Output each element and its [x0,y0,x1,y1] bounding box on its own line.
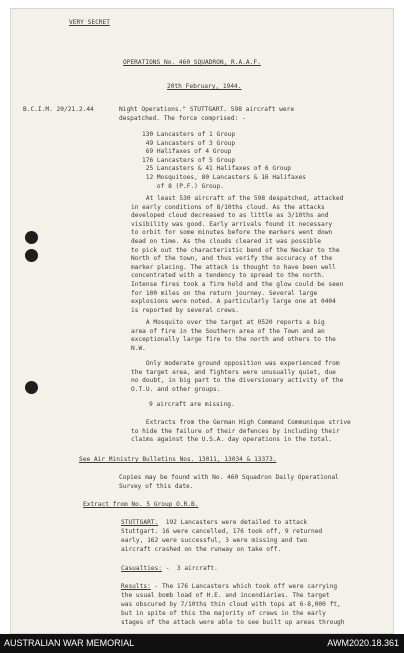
force-item: of 8 (P.F.) Group. [142,182,224,190]
footer-organisation: AUSTRALIAN WAR MEMORIAL [4,638,135,648]
extract-stuttgart: STUTTGART. 192 Lancasters were detailed to attack [121,519,308,526]
intro-line: despatched. The force comprised: - [119,115,246,122]
stuttgart-label: STUTTGART. [121,519,159,526]
force-item: 69 Halifaxes of 4 Group [142,148,232,156]
reference-code: B.C.I.M. 20/21.2.44 [23,106,94,113]
extract-heading: Extract from No. 5 Group O.R.B. [83,501,199,508]
results-line: stages of the attack were able to see built up areas through [121,619,345,626]
punch-hole [25,231,38,244]
bulletins-text: Copies may be found with No. 460 Squadron Daily Operational [119,474,339,481]
footer-bar [0,634,404,653]
force-item: 130 Lancasters of 1 Group [142,131,236,138]
casualties-label: Casualties: [121,565,162,572]
document-date: 20th February, 1944. [167,83,242,90]
footer-accession-number: AWM2020.18.361 [327,638,399,648]
mosquito-paragraph: A Mosquito over the target at 0520 reports a big area of fire in the Southern area of the Town and an exceptionally large fire to the north and others to the N.W. [131,319,336,352]
extract-line: Stuttgart. 16 were cancelled, 176 took off, 9 returned [121,528,323,535]
punch-hole [25,381,38,394]
extract-line: early, 162 were successful, 3 were missing and two [121,537,308,544]
missing-aircraft: 9 aircraft are missing. [149,401,235,408]
intro-line: Night Operations." STUTTGART. 598 aircraft were [119,106,295,113]
document-title: OPERATIONS No. 460 SQUADRON, R.A.A.F. [123,59,261,66]
bulletins-text: Survey of this date. [119,483,194,490]
results-line: the usual bomb load of H.E. and incendiaries. The target [121,592,330,599]
opposition-paragraph: Only moderate ground opposition was experienced from the target area, and fighters were unusually quiet, due no doubt, in big part to the diversionary activity of the O.T.U. and other groups. [131,360,344,393]
force-item: 49 Lancasters of 3 Group [142,139,236,147]
extract-line: aircraft crashed on the runway on take off. [121,546,282,553]
force-item: 176 Lancasters of 5 Group [142,156,236,164]
force-item: 25 Lancasters & 41 Halifaxes of 6 Group [142,165,292,173]
results: Results: - The 176 Lancasters which took off were carrying [121,583,338,590]
casualties: Casualties: - 3 aircraft. [121,565,218,572]
bulletins-heading: See Air Ministry Bulletins Nos. 13011, 13034 & 13373. [79,456,277,463]
force-item: 12 Mosquitoes, 80 Lancasters & 16 Halifaxes [142,173,306,181]
document-page [10,8,394,634]
attack-paragraph: At least 530 aircraft of the 598 despatched, attacked in early conditions of 8/10ths cloud. As the attacks developed cloud decreased to as little as 3/10ths and visibility was good. Early arrivals found it necessary to orbit for some minutes before the markers went down dead on time. As the clouds cleared it was possible to pick out the characteristic bend of the Neckar to the North of the town, and thus verify the accuracy of the marker placing. The attack is thought to have been well concentrated with a tendency to spread to the north. Intense fires took a firm hold and the glow could be seen for 100 miles on the return journey. Several large explosions were noted. A particularly large one at 0404 is reported by several crews. [131,195,344,314]
results-line: was obscured by 7/10ths thin cloud with tops at 6-8,000 ft, [121,601,341,608]
results-line: but in spite of this the majority of crews in the early [121,610,326,617]
classification-stamp: VERY SECRET [69,19,110,26]
results-label: Results: [121,583,151,590]
communique-paragraph: Extracts from the German High Command Communique strive to hide the failure of their defences by including their claims against the U.S.A. day operations in the total. [131,419,351,444]
punch-hole [25,249,38,262]
force-list [142,131,306,191]
